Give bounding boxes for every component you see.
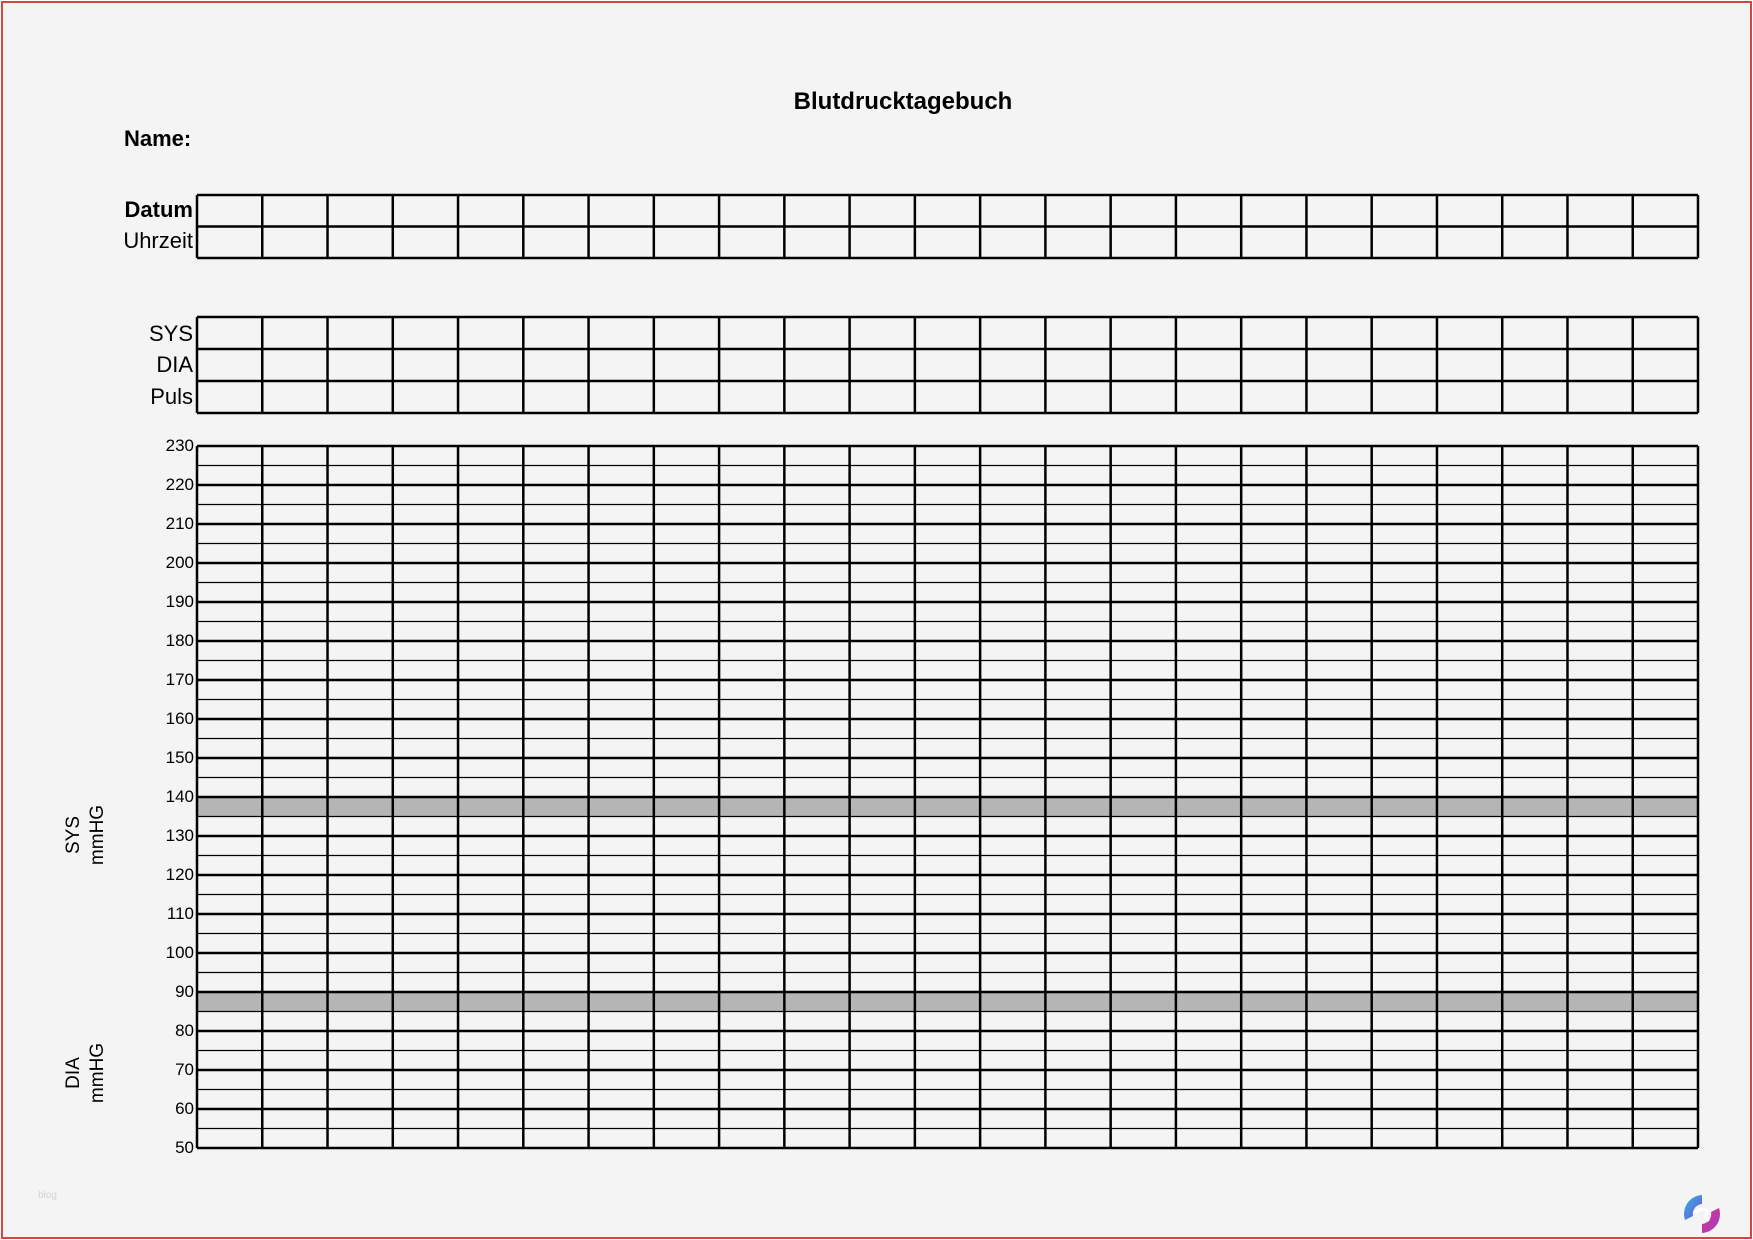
sys-axis-label: SYS mmHG <box>63 804 108 866</box>
highlight-band <box>197 797 1698 817</box>
sys-row-label: SYS <box>148 321 193 346</box>
y-tick-label: 210 <box>165 514 194 533</box>
y-tick-label: 180 <box>165 631 194 650</box>
y-tick-label: 160 <box>165 709 194 728</box>
y-tick-label: 170 <box>165 670 194 689</box>
page-title: Blutdrucktagebuch <box>793 88 1013 115</box>
y-tick-label: 90 <box>175 982 194 1001</box>
y-tick-label: 230 <box>165 436 194 455</box>
uhrzeit-label: Uhrzeit <box>123 228 193 253</box>
y-tick-label: 60 <box>175 1099 194 1118</box>
puls-row-label: Puls <box>150 384 193 409</box>
y-tick-label: 70 <box>175 1060 194 1079</box>
highlight-band <box>197 992 1698 1012</box>
y-tick-label: 190 <box>165 592 194 611</box>
y-tick-label: 200 <box>165 553 194 572</box>
y-tick-label: 110 <box>166 904 194 923</box>
y-tick-label: 80 <box>175 1021 194 1040</box>
dia-axis-label: DIA mmHG <box>63 1042 108 1104</box>
y-tick-label: 130 <box>165 826 194 845</box>
footer-watermark: blog <box>38 1190 57 1201</box>
name-label: Name: <box>124 126 192 151</box>
y-tick-label: 120 <box>165 865 194 884</box>
y-tick-label: 150 <box>165 748 194 767</box>
dia-row-label: DIA <box>156 352 193 377</box>
datum-label: Datum <box>124 197 193 222</box>
y-tick-label: 220 <box>165 475 194 494</box>
y-tick-label: 100 <box>165 943 194 962</box>
y-tick-label: 140 <box>165 787 194 806</box>
y-tick-label: 50 <box>175 1138 194 1157</box>
brand-logo-icon <box>1680 1192 1724 1236</box>
